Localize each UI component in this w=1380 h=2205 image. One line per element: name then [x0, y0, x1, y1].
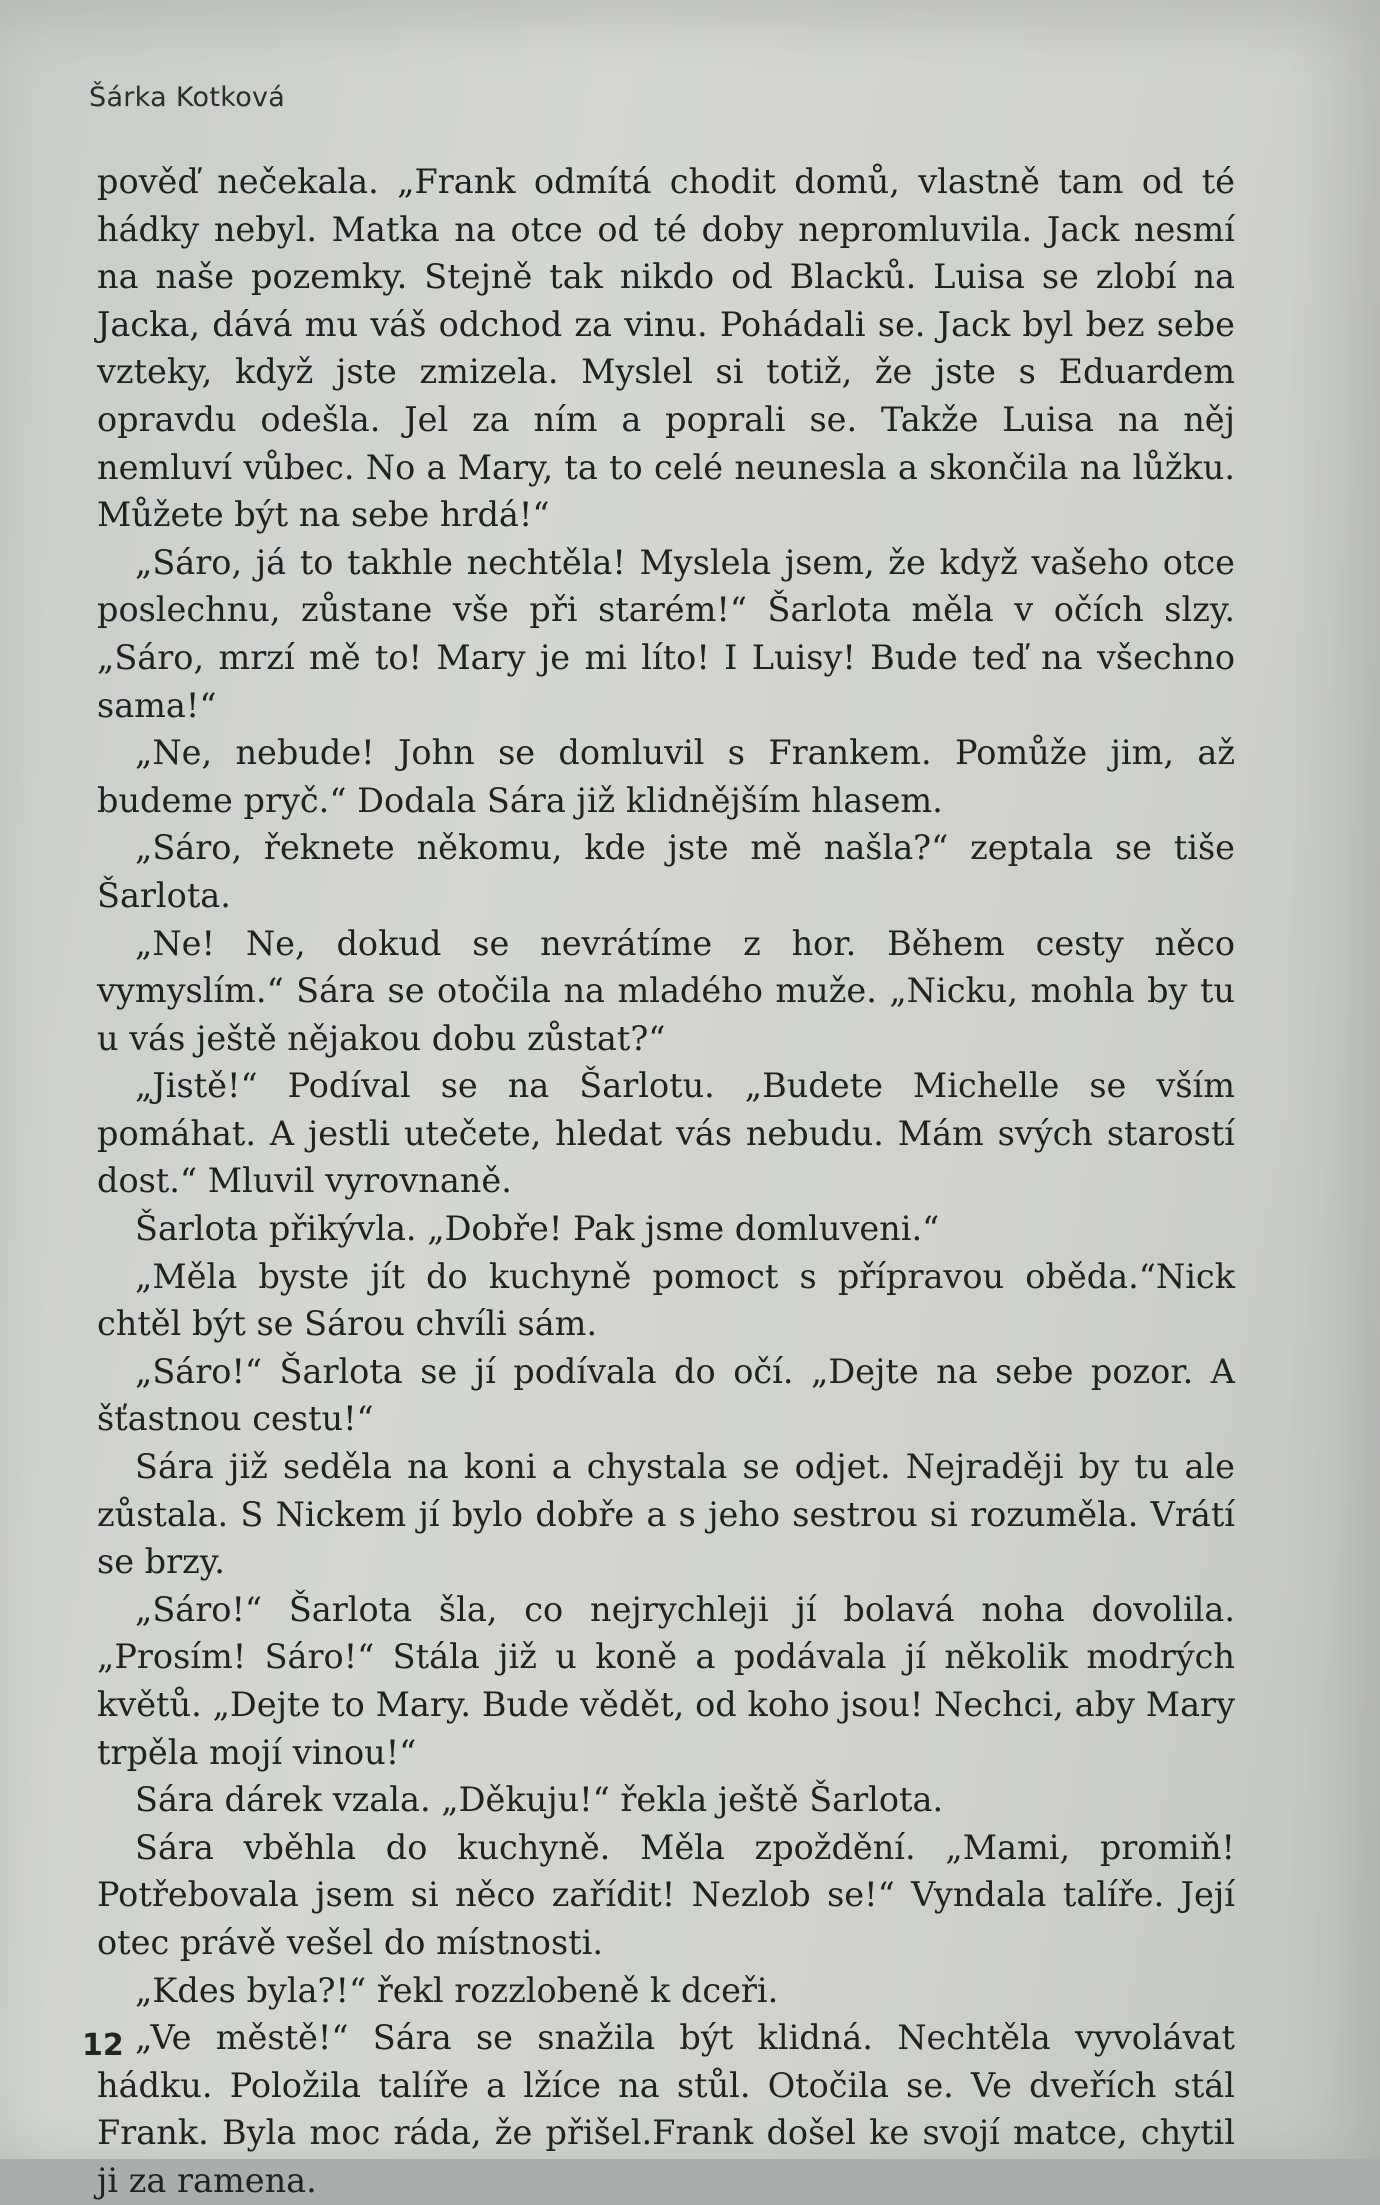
- paragraph: „Kdes byla?!“ řekl rozzlobeně k dceři.: [135, 1970, 779, 2010]
- paragraph: „Sáro, řeknete někomu, kde jste mě našla?“ zeptala se tiše Šarlota.: [97, 828, 1235, 915]
- paragraph: „Ne, nebude! John se domluvil s Frankem. Pomůže jim, až budeme pryč.“ Dodala Sára již klidnějším hlasem.: [97, 733, 1235, 820]
- paragraph: „Měla byste jít do kuchyně pomoct s přípravou oběda.“Nick chtěl být se Sárou chvíli sám.: [97, 1256, 1235, 1344]
- paragraph: Sára vběhla do kuchyně. Měla zpoždění. „Mami, promiň! Potřebovala jsem si něco zařídit! Nezlob se!“ Vyndala talíře. Její otec právě vešel do místnosti.: [97, 1827, 1235, 1962]
- paragraph: Šarlota přikývla. „Dobře! Pak jsme domluveni.“: [135, 1209, 940, 1249]
- running-header-author: Šárka Kotková: [89, 82, 286, 113]
- paragraph: Sára dárek vzala. „Děkuju!“ řekla ještě Šarlota.: [135, 1780, 944, 1820]
- paragraph: Sára již seděla na koni a chystala se odjet. Nejraději by tu ale zůstala. S Nickem jí bylo dobře a s jeho sestrou si rozuměla. Vrátí se brzy.: [97, 1447, 1235, 1582]
- paragraph: „Sáro!“ Šarlota šla, co nejrychleji jí bolavá noha dovolila. „Prosím! Sáro!“ Stála již u koně a podávala jí několik modrých květů. „Dejte to Mary. Bude vědět, od koho jsou! Nechci, aby Mary trpěla mojí vinou!“: [97, 1589, 1235, 1772]
- paragraph: „Ve městě!“ Sára se snažila být klidná. Nechtěla vyvolávat hádku. Položila talíře a lžíce na stůl. Otočila se. Ve dveřích stál Frank. Byla moc ráda, že přišel.Frank došel ke svojí matce, chytil ji za ramena.: [97, 2018, 1235, 2200]
- body-text: [97, 158, 1235, 2205]
- paragraph: „Ne! Ne, dokud se nevrátíme z hor. Během cesty něco vymyslím.“ Sára se otočila na mladého muže. „Nicku, mohla by tu u vás ještě nějakou dobu zůstat?“: [97, 923, 1235, 1058]
- paragraph: „Sáro, já to takhle nechtěla! Myslela jsem, že když vašeho otce poslechnu, zůstane vše při starém!“ Šarlota měla v očích slzy. „Sáro, mrzí mě to! Mary je mi líto! I Luisy! Bude teď na všechno sama!“: [97, 542, 1235, 725]
- paragraph: pověď nečekala. „Frank odmítá chodit domů, vlastně tam od té hádky nebyl. Matka na otce od té doby nepromluvila. Jack nesmí na naše pozemky. Stejně tak nikdo od Blacků. Luisa se zlobí na Jacka, dává mu váš odchod za vinu. Pohádali se. Jack byl bez sebe vzteky, když jste zmizela. Myslel si totiž, že jste s Eduardem opravdu odešla. Jel za ním a poprali se. Takže Luisa na něj nemluví vůbec. No a Mary, ta to celé neunesla a skončila na lůžku. Můžete být na sebe hrdá!“: [97, 162, 1235, 535]
- paragraph: „Sáro!“ Šarlota se jí podívala do očí. „Dejte na sebe pozor. A šťastnou cestu!“: [97, 1351, 1235, 1439]
- paragraph: „Jistě!“ Podíval se na Šarlotu. „Budete Michelle se vším pomáhat. A jestli utečete, hledat vás nebudu. Mám svých starostí dost.“ Mluvil vyrovnaně.: [97, 1066, 1235, 1201]
- page-number: 12: [82, 2028, 124, 2063]
